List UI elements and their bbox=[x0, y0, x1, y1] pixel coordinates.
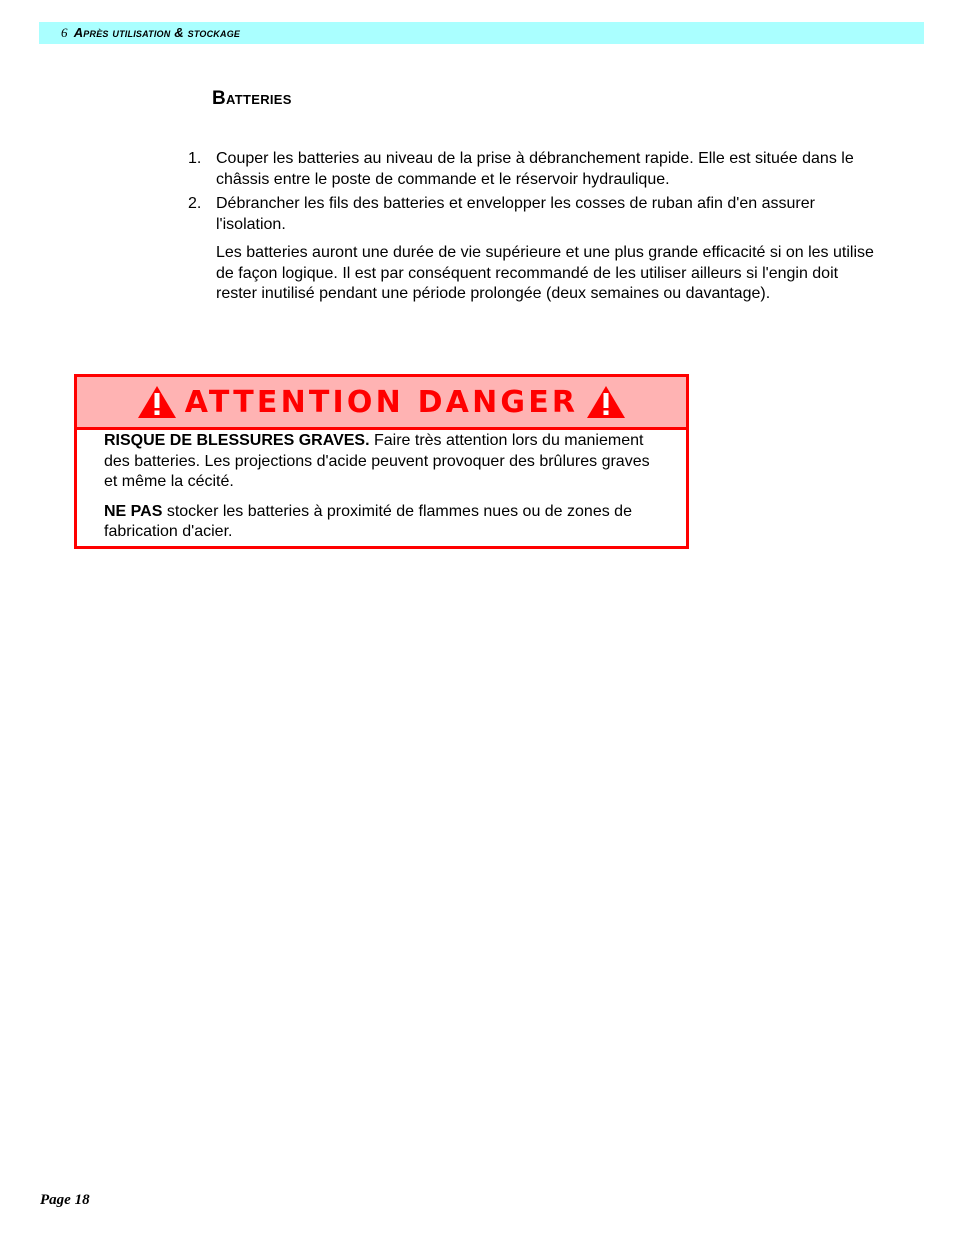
chapter-title: Après utilisation & stockage bbox=[73, 25, 241, 40]
note-paragraph: Les batteries auront une durée de vie supérieure et une plus grande efficacité si on les utilise de façon logique. Il est par conséquent recommandé de les utiliser ailleurs si l'engin doit rester inutilisé pendant une période prolongée (deux semaines ou davantage). bbox=[216, 244, 874, 302]
list-item bbox=[188, 194, 878, 235]
danger-paragraph bbox=[104, 431, 660, 493]
warning-triangle-icon bbox=[137, 385, 177, 419]
instruction-list bbox=[188, 149, 878, 305]
danger-paragraph bbox=[104, 502, 660, 543]
list-item-text: Débrancher les fils des batteries et envelopper les cosses de ruban afin d'en assurer l'isolation. bbox=[216, 195, 815, 233]
chapter-number: 6 bbox=[61, 25, 68, 40]
danger-emphasis: RISQUE DE BLESSURES GRAVES. bbox=[104, 432, 370, 449]
danger-header bbox=[77, 377, 686, 430]
chapter-header bbox=[39, 22, 924, 44]
warning-triangle-icon bbox=[586, 385, 626, 419]
danger-title: ATTENTION DANGER bbox=[184, 384, 579, 420]
list-item-text: Couper les batteries au niveau de la prise à débranchement rapide. Elle est située dans le châssis entre le poste de commande et le réservoir hydraulique. bbox=[216, 150, 854, 188]
page-number: Page 18 bbox=[40, 1192, 90, 1208]
list-item-number: 1. bbox=[188, 150, 202, 167]
danger-text: stocker les batteries à proximité de flammes nues ou de zones de fabrication d'acier. bbox=[104, 502, 632, 540]
list-item-number: 2. bbox=[188, 195, 202, 212]
chapter-header-text bbox=[61, 25, 240, 41]
section-title: Batteries bbox=[212, 88, 292, 109]
danger-box bbox=[74, 374, 689, 549]
danger-text: Faire très attention lors du maniement des batteries. Les projections d'acide peuvent provoquer des brûlures graves et même la cécité. bbox=[104, 432, 650, 490]
danger-body bbox=[77, 430, 686, 543]
danger-emphasis: NE PAS bbox=[104, 502, 163, 520]
list-item bbox=[188, 149, 878, 190]
